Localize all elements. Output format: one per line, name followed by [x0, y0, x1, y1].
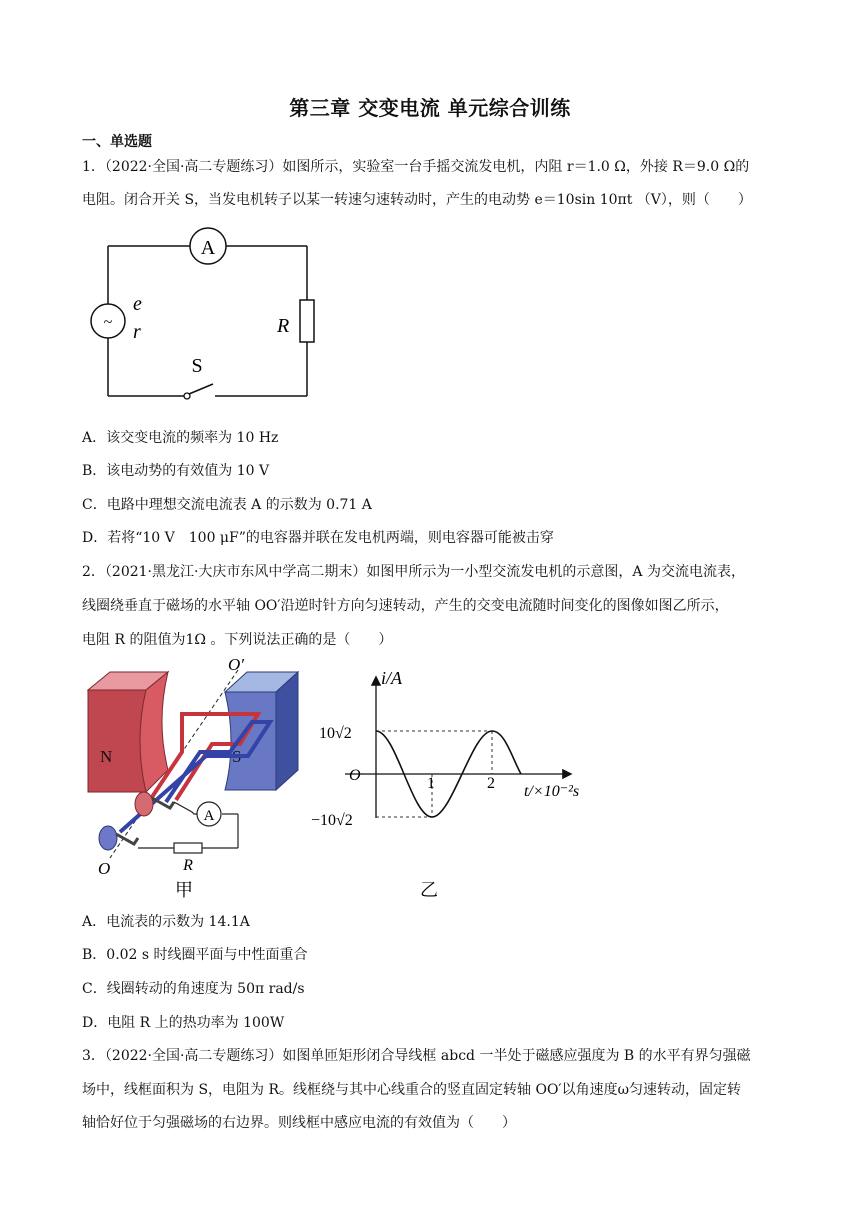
ammeter-label: A — [200, 237, 216, 259]
y-max-label: 10√2 — [319, 725, 352, 742]
figure-yi-caption: 乙 — [420, 880, 438, 900]
south-label: S — [232, 747, 242, 766]
switch-symbol — [184, 384, 213, 399]
y-min-label: −10√2 — [311, 812, 353, 829]
ammeter-symbol — [190, 228, 226, 264]
q1-option-b: B．该电动势的有效值为 10 V — [82, 463, 270, 479]
ammeter-label-fig-jia: A — [203, 808, 215, 824]
slip-ring-blue — [99, 826, 117, 850]
axis-bottom-label: O — [98, 859, 111, 878]
x-axis-label: t/×10⁻²s — [524, 783, 580, 800]
q2-option-d: D．电阻 R 上的热功率为 100W — [82, 1015, 285, 1031]
section-heading: 一、单选题 — [82, 134, 152, 150]
south-magnet — [225, 672, 298, 790]
q2-option-a: A．电流表的示数为 14.1A — [82, 914, 250, 930]
resistor-symbol — [300, 300, 314, 342]
page-title: 第三章 交变电流 单元综合训练 — [289, 96, 571, 120]
q3-line3: 轴恰好位于匀强磁场的右边界。则线框中感应电流的有效值为（ ） — [82, 1115, 516, 1131]
q1-line1: 1．（2022·全国·高二专题练习）如图所示，实验室一台手摇交流发电机，内阻 r＝1.0 Ω，外接 R＝9.0 Ω的 — [82, 159, 750, 175]
x-tick-2: 2 — [487, 775, 495, 792]
q1-option-a: A．该交变电流的频率为 10 Hz — [82, 430, 279, 446]
emf-label: e — [133, 293, 142, 315]
y-axis-label: i/A — [381, 668, 402, 688]
q1-option-d: D．若将“10 V 100 μF”的电容器并联在发电机两端，则电容器可能被击穿 — [82, 530, 554, 546]
resistor-label-fig-jia: R — [183, 857, 193, 874]
q3-line1: 3．（2022·全国·高二专题练习）如图单匝矩形闭合导线框 abcd 一半处于磁感应强度为 B 的水平有界匀强磁 — [82, 1048, 751, 1064]
axis-top-label: O′ — [228, 655, 244, 674]
q2-option-b: B．0.02 s 时线圈平面与中性面重合 — [82, 947, 308, 963]
resistor-label: R — [277, 315, 290, 337]
q2-line1: 2．（2021·黑龙江·大庆市东风中学高二期末）如图甲所示为一小型交流发电机的示意图，A 为交流电流表， — [82, 564, 745, 580]
brush-lower — [116, 834, 138, 844]
q2-current-graph — [305, 650, 605, 905]
switch-label: S — [191, 355, 203, 377]
ac-source-glyph: ~ — [103, 314, 113, 331]
q1-option-c: C．电路中理想交流电流表 A 的示数为 0.71 A — [82, 497, 372, 513]
q1-line2: 电阻。闭合开关 S，当发电机转子以某一转速匀速转动时，产生的电动势 e＝10sin 10πt （V），则（ ） — [82, 192, 752, 208]
q2-generator-figure — [80, 652, 310, 902]
north-label: N — [100, 747, 113, 766]
q2-option-c: C．线圈转动的角速度为 50π rad/s — [82, 981, 305, 997]
x-tick-1: 1 — [427, 775, 435, 792]
resistor-symbol-fig-jia — [174, 843, 202, 853]
q3-line2: 场中，线框面积为 S，电阻为 R。线框绕与其中心线重合的竖直固定转轴 OO′以角速度ω匀速转动，固定转 — [82, 1082, 742, 1098]
slip-ring-red — [135, 792, 153, 816]
q1-circuit-diagram — [85, 226, 325, 408]
origin-label: O — [349, 767, 361, 784]
q2-line3: 电阻 R 的阻值为1Ω 。下列说法正确的是（ ） — [82, 632, 393, 648]
internal-resistance-label: r — [133, 321, 141, 343]
ac-source-symbol — [91, 304, 125, 338]
ammeter-symbol-fig-jia — [197, 802, 221, 826]
north-magnet — [88, 672, 168, 792]
figure-jia-caption: 甲 — [175, 880, 193, 900]
q2-line2: 线圈绕垂直于磁场的水平轴 OO′沿逆时针方向匀速转动，产生的交变电流随时间变化的图像如图乙所示， — [82, 598, 729, 614]
